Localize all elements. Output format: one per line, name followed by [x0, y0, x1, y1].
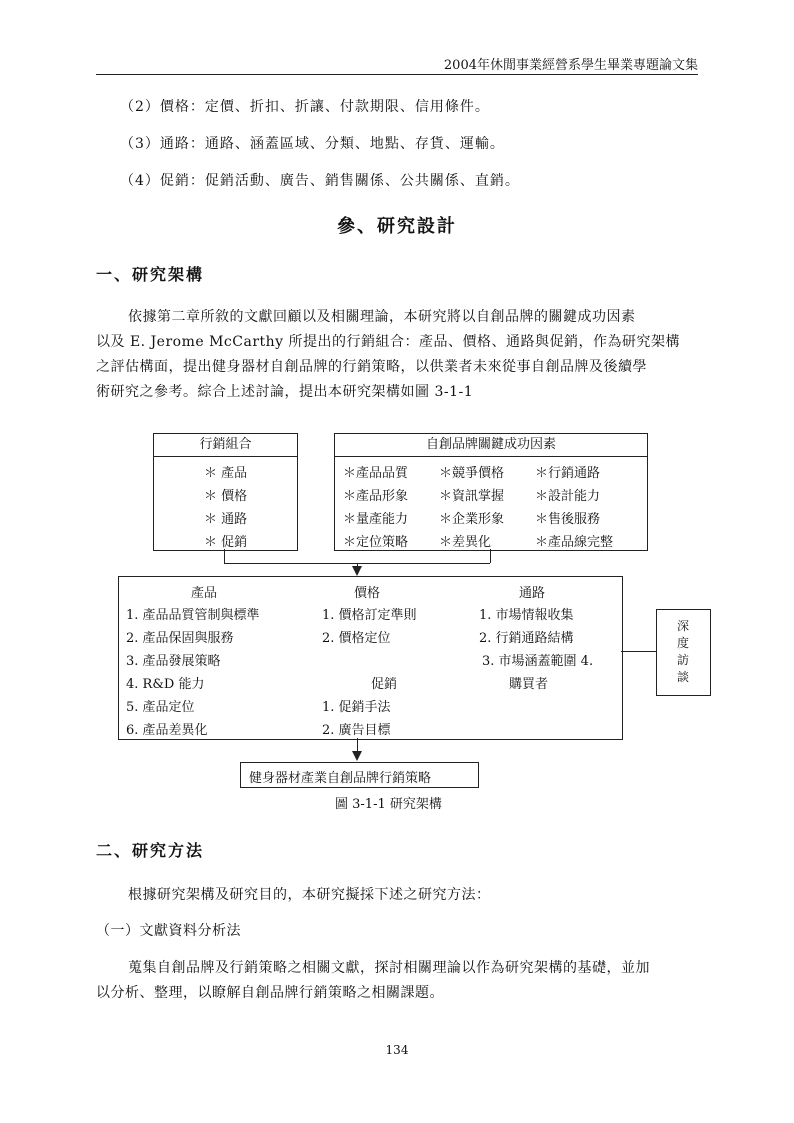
ksf-item: ＊售後服務	[535, 512, 601, 527]
section-title: 參、研究設計	[337, 216, 457, 237]
ksf-item: ＊資訊掌握	[439, 489, 505, 504]
connector	[357, 738, 358, 752]
strategy-dimensions-box	[118, 576, 623, 740]
mix-item: ＊ 價格	[204, 489, 248, 504]
product-item: 2. 產品保固與服務	[126, 631, 234, 646]
paragraph-line: 之評估構面，提出健身器材自創品牌的行銷策略，以供業者未來從事自創品牌及後續學	[96, 359, 647, 375]
marketing-mix-title: 行銷組合	[154, 434, 297, 457]
connector	[224, 549, 225, 563]
ksf-item: ＊設計能力	[535, 489, 601, 504]
in-depth-interview-label: 深度訪談	[676, 619, 689, 684]
mix-item: ＊ 通路	[204, 512, 248, 527]
paragraph-line: 術研究之參考。綜合上述討論，提出本研究架構如圖 3-1-1	[96, 384, 474, 400]
ksf-item: ＊產品形象	[343, 489, 409, 504]
promotion-heading: 促銷	[371, 677, 398, 692]
method-title: （一）文獻資料分析法	[96, 923, 241, 939]
price-item: 2. 價格定位	[322, 631, 391, 646]
ksf-item: ＊差異化	[439, 535, 492, 550]
header-rule	[96, 74, 698, 75]
marketing-mix-box	[153, 433, 298, 551]
strategy-result-label: 健身器材產業自創品牌行銷策略	[249, 771, 432, 786]
arrow-down-icon	[352, 566, 362, 576]
arrow-down-icon	[352, 751, 362, 761]
strategy-result-box	[240, 762, 479, 788]
connector	[490, 549, 491, 563]
channel-item: 1. 市場情報收集	[479, 608, 574, 623]
promotion-item: 2. 廣告目標	[322, 723, 391, 738]
list-item-channel: （3）通路：通路、涵蓋區域、分類、地點、存貨、運輸。	[120, 136, 505, 152]
list-item-promotion: （4）促銷：促銷活動、廣告、銷售關係、公共關係、直銷。	[120, 173, 520, 189]
ksf-title: 自創品牌關鍵成功因素	[335, 434, 647, 457]
ksf-item: ＊行銷通路	[535, 466, 601, 481]
ksf-item: ＊產品品質	[343, 466, 409, 481]
paragraph-line: 以分析、整理，以瞭解自創品牌行銷策略之相關課題。	[96, 985, 444, 1001]
product-item: 5. 產品定位	[126, 700, 195, 715]
subsection-title-method: 二、研究方法	[96, 841, 205, 860]
ksf-item: ＊定位策略	[343, 535, 409, 550]
key-success-factors-box	[334, 433, 648, 551]
product-item: 4. R&D 能力	[126, 677, 205, 692]
running-header: 2004年休閒事業經營系學生畢業專題論文集	[443, 58, 698, 73]
ksf-item: ＊企業形象	[439, 512, 505, 527]
paragraph-line: 依據第二章所敘的文獻回顧以及相關理論，本研究將以自創品牌的關鍵成功因素	[128, 309, 636, 325]
mix-item: ＊ 產品	[204, 466, 248, 481]
list-item-price: （2）價格：定價、折扣、折讓、付款期限、信用條件。	[120, 99, 490, 115]
ksf-item: ＊量產能力	[343, 512, 409, 527]
channel-item: 購買者	[509, 677, 549, 692]
product-heading: 產品	[191, 586, 218, 601]
product-item: 6. 產品差異化	[126, 723, 208, 738]
price-heading: 價格	[354, 586, 381, 601]
paragraph-line: 以及 E. Jerome McCarthy 所提出的行銷組合：產品、價格、通路與促銷，作為研究架構	[96, 334, 681, 350]
page-number: 134	[385, 1043, 409, 1057]
mix-item: ＊ 促銷	[204, 535, 248, 550]
channel-item: 2. 行銷通路結構	[479, 631, 574, 646]
subsection-title-framework: 一、研究架構	[96, 265, 205, 284]
product-item: 1. 產品品質管制與標準	[126, 608, 260, 623]
figure-caption: 圖 3-1-1 研究架構	[335, 797, 442, 812]
ksf-item: ＊競爭價格	[439, 466, 505, 481]
connector	[621, 651, 656, 652]
channel-item: 3. 市場涵蓋範圍 4.	[482, 654, 594, 669]
ksf-item: ＊產品線完整	[535, 535, 614, 550]
promotion-item: 1. 促銷手法	[322, 700, 391, 715]
in-depth-interview-box	[656, 609, 711, 696]
paragraph-line: 根據研究架構及研究目的，本研究擬採下述之研究方法：	[128, 887, 491, 903]
price-item: 1. 價格訂定準則	[322, 608, 417, 623]
paragraph-line: 蒐集自創品牌及行銷策略之相關文獻，探討相關理論以作為研究架構的基礎，並加	[128, 960, 650, 976]
channel-heading: 通路	[519, 586, 546, 601]
product-item: 3. 產品發展策略	[126, 654, 221, 669]
